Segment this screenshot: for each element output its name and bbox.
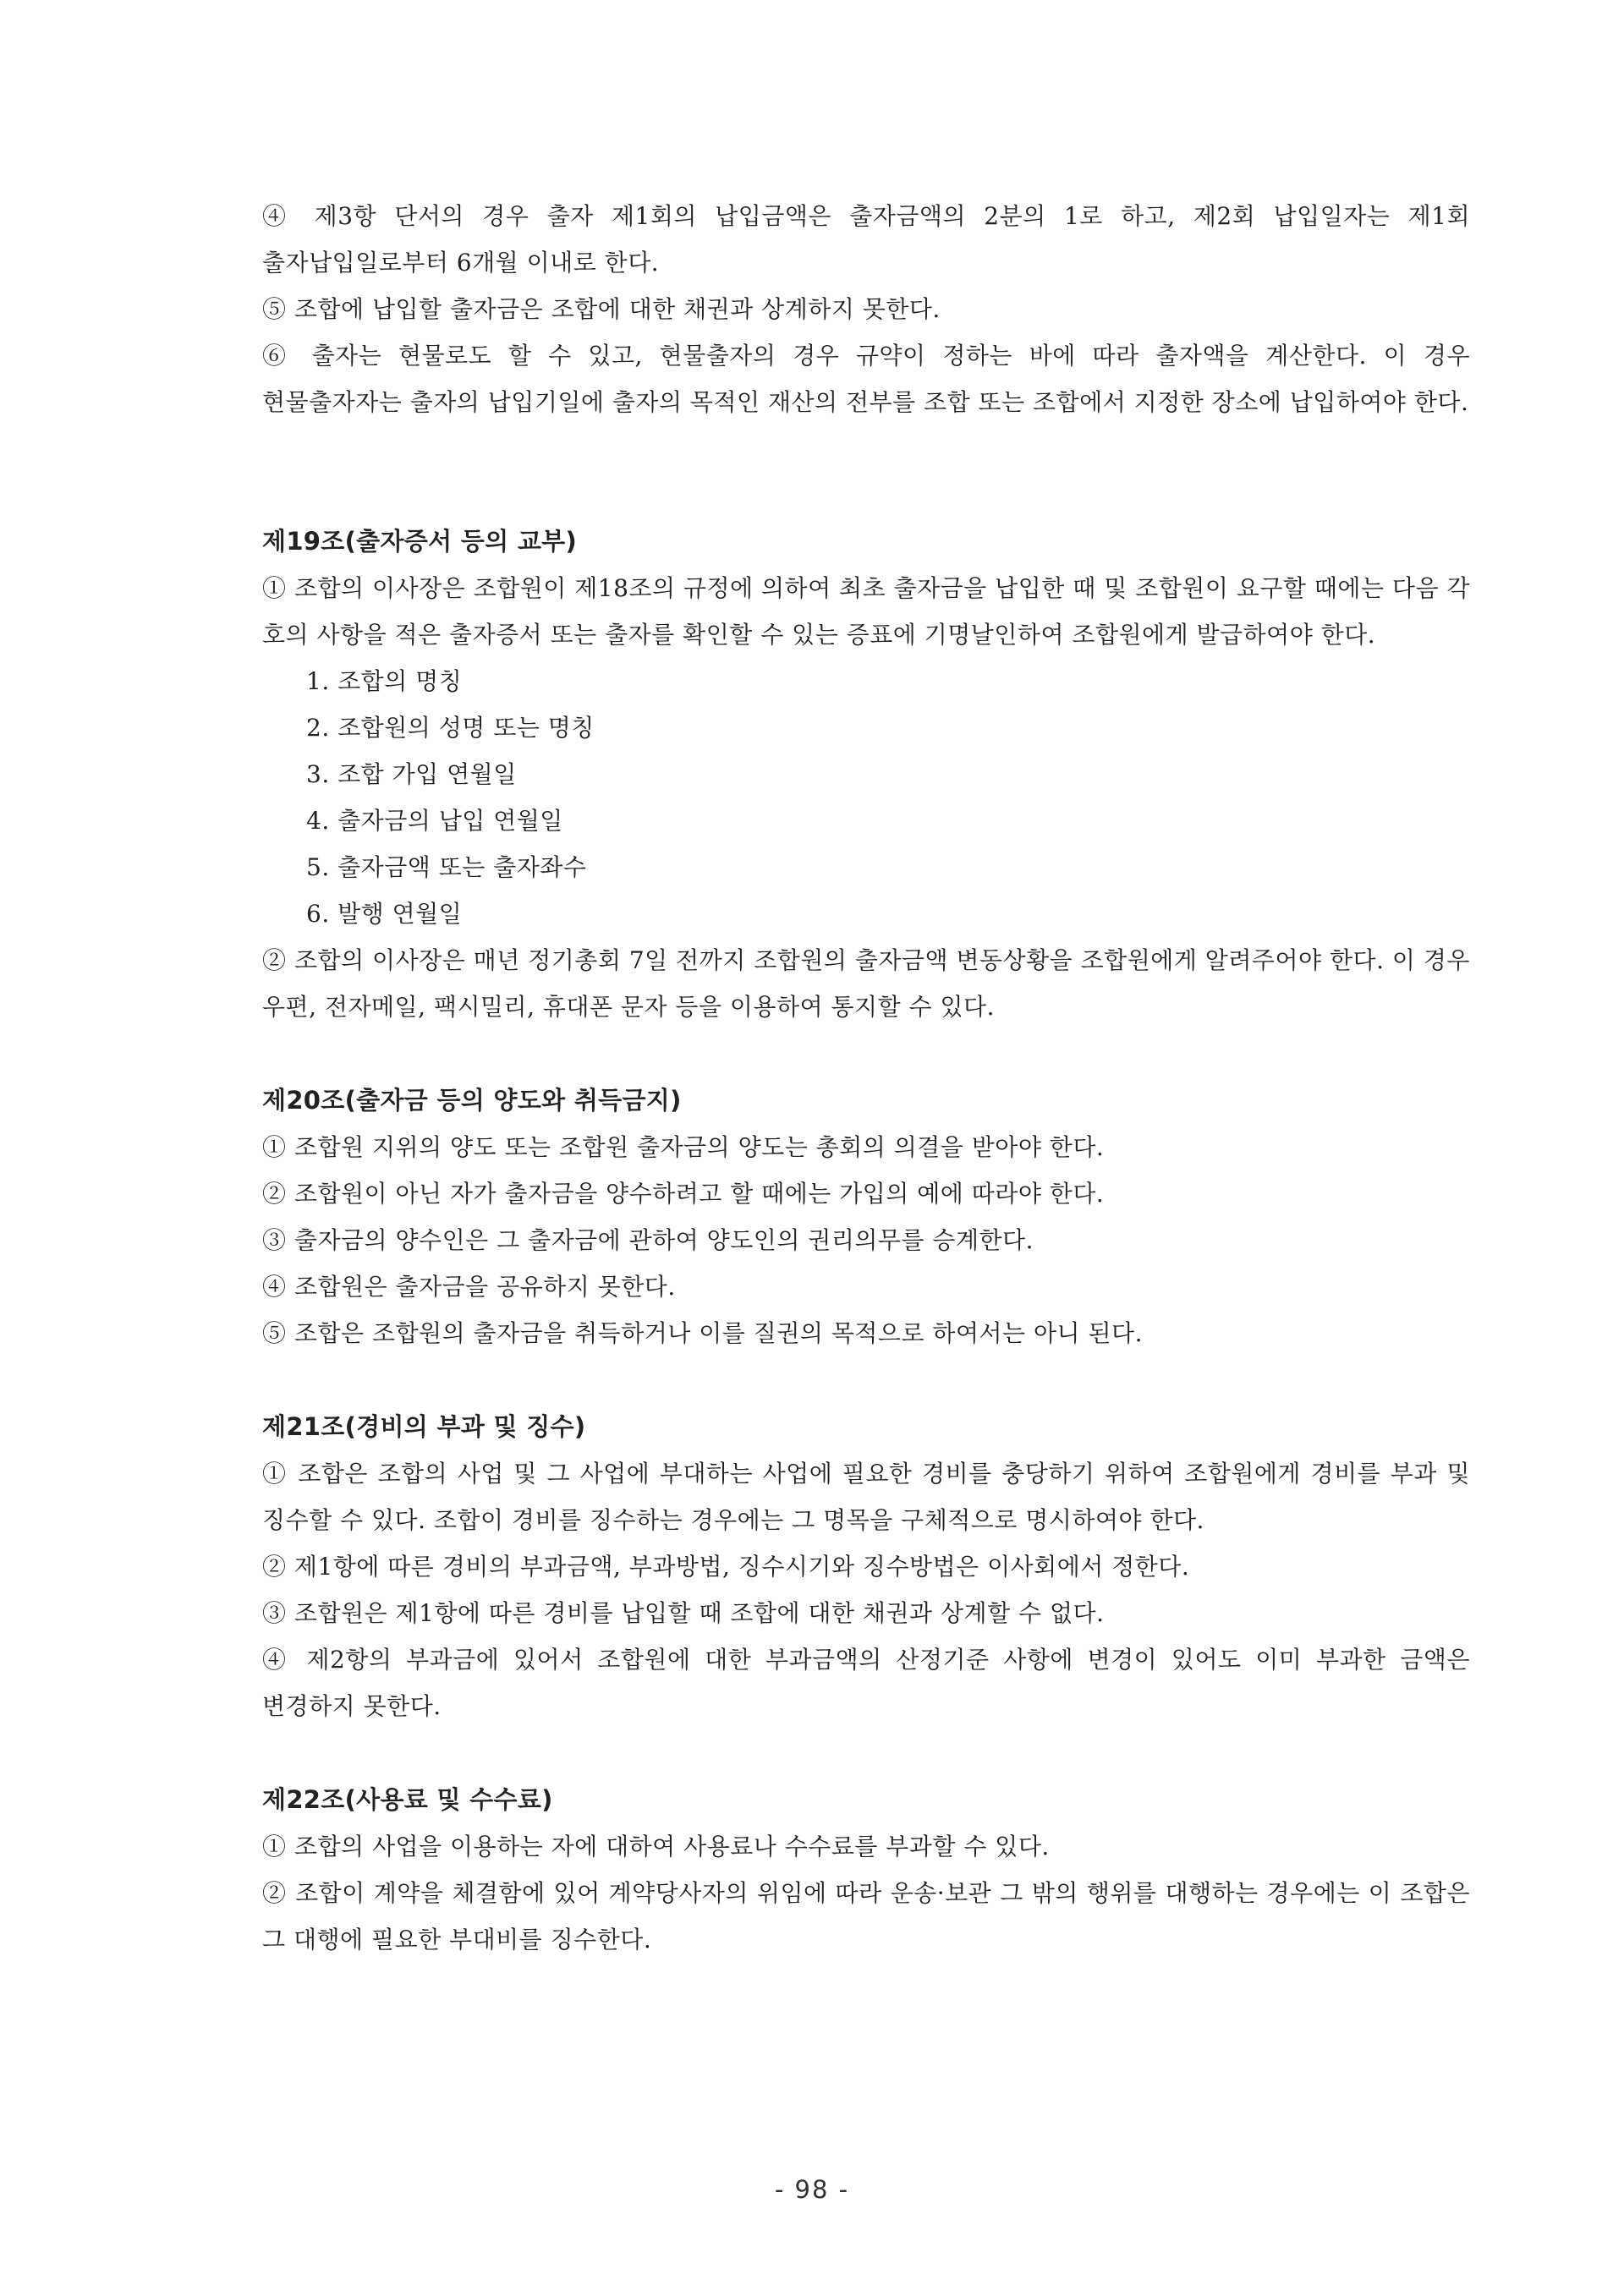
art19-item-1: 1. 조합의 명칭	[306, 667, 463, 695]
section-spacer	[262, 1356, 1470, 1404]
art19-item-6: 6. 발행 연월일	[306, 900, 463, 928]
article-19	[262, 518, 1470, 1030]
article-19-title: 제19조(출자증서 등의 교부)	[262, 527, 577, 556]
art19-item-2: 2. 조합원의 성명 또는 명칭	[306, 714, 595, 742]
art18-clause-4: ④ 제3항 단서의 경우 출자 제1회의 납입금액은 출자금액의 2분의 1로 하고, 제2회 납입일자는 제1회 출자납입일로부터 6개월 이내로 한다.	[262, 202, 1470, 277]
art18-clause-5: ⑤ 조합에 납입할 출자금은 조합에 대한 채권과 상계하지 못한다.	[262, 295, 941, 323]
section-spacer	[262, 425, 1470, 518]
art21-clause-1: ① 조합은 조합의 사업 및 그 사업에 부대하는 사업에 필요한 경비를 충당하기 위하여 조합원에게 경비를 부과 및 징수할 수 있다. 조합이 경비를 징수하는 경우에는 그 명목을 구체적으로 명시하여야 한다.	[262, 1460, 1470, 1534]
art19-clause-1: ① 조합의 이사장은 조합원이 제18조의 규정에 의하여 최초 출자금을 납입한 때 및 조합원이 요구할 때에는 다음 각 호의 사항을 적은 출자증서 또는 출자를 확인할 수 있는 증표에 기명날인하여 조합원에게 발급하여야 한다.	[262, 574, 1470, 649]
art22-clause-2: ② 조합이 계약을 체결함에 있어 계약당사자의 위임에 따라 운송·보관 그 밖의 행위를 대행하는 경우에는 이 조합은 그 대행에 필요한 부대비를 징수한다.	[262, 1879, 1470, 1954]
art19-item-3: 3. 조합 가입 연월일	[306, 760, 517, 788]
article-20-title: 제20조(출자금 등의 양도와 취득금지)	[262, 1086, 682, 1115]
art18-clause-6: ⑥ 출자는 현물로도 할 수 있고, 현물출자의 경우 규약이 정하는 바에 따라 출자액을 계산한다. 이 경우 현물출자자는 출자의 납입기일에 출자의 목적인 재산의 전부를 조합 또는 조합에서 지정한 장소에 납입하여야 한다.	[262, 342, 1470, 416]
page-number: - 98 -	[774, 2175, 850, 2204]
article-20	[262, 1077, 1470, 1356]
art20-clause-1: ① 조합원 지위의 양도 또는 조합원 출자금의 양도는 총회의 의결을 받아야 한다.	[262, 1133, 1105, 1161]
document-body	[262, 193, 1470, 1963]
article-22-title: 제22조(사용료 및 수수료)	[262, 1785, 553, 1814]
section-spacer	[262, 1030, 1470, 1077]
art20-clause-4: ④ 조합원은 출자금을 공유하지 못한다.	[262, 1273, 676, 1301]
art19-item-5: 5. 출자금액 또는 출자좌수	[306, 853, 587, 881]
art20-clause-5: ⑤ 조합은 조합원의 출자금을 취득하거나 이를 질권의 목적으로 하여서는 아니 된다.	[262, 1319, 1143, 1347]
art19-item-4: 4. 출자금의 납입 연월일	[306, 807, 563, 835]
article-18-continuation	[262, 193, 1470, 425]
art21-clause-3: ③ 조합원은 제1항에 따른 경비를 납입할 때 조합에 대한 채권과 상계할 수 없다.	[262, 1599, 1105, 1627]
art21-clause-2: ② 제1항에 따른 경비의 부과금액, 부과방법, 징수시기와 징수방법은 이사회에서 정한다.	[262, 1553, 1190, 1581]
article-21-title: 제21조(경비의 부과 및 징수)	[262, 1412, 586, 1441]
article-22	[262, 1777, 1470, 1963]
section-spacer	[262, 1729, 1470, 1777]
art21-clause-4: ④ 제2항의 부과금에 있어서 조합원에 대한 부과금액의 산정기준 사항에 변경이 있어도 이미 부과한 금액은 변경하지 못한다.	[262, 1646, 1470, 1720]
art20-clause-2: ② 조합원이 아닌 자가 출자금을 양수하려고 할 때에는 가입의 예에 따라야 한다.	[262, 1180, 1105, 1208]
art22-clause-1: ① 조합의 사업을 이용하는 자에 대하여 사용료나 수수료를 부과할 수 있다.	[262, 1833, 1050, 1860]
article-21	[262, 1404, 1470, 1729]
art20-clause-3: ③ 출자금의 양수인은 그 출자금에 관하여 양도인의 권리의무를 승계한다.	[262, 1226, 1034, 1254]
art19-clause-2: ② 조합의 이사장은 매년 정기총회 7일 전까지 조합원의 출자금액 변동상황을 조합원에게 알려주어야 한다. 이 경우 우편, 전자메일, 팩시밀리, 휴대폰 문자 등을 이용하여 통지할 수 있다.	[262, 946, 1470, 1021]
